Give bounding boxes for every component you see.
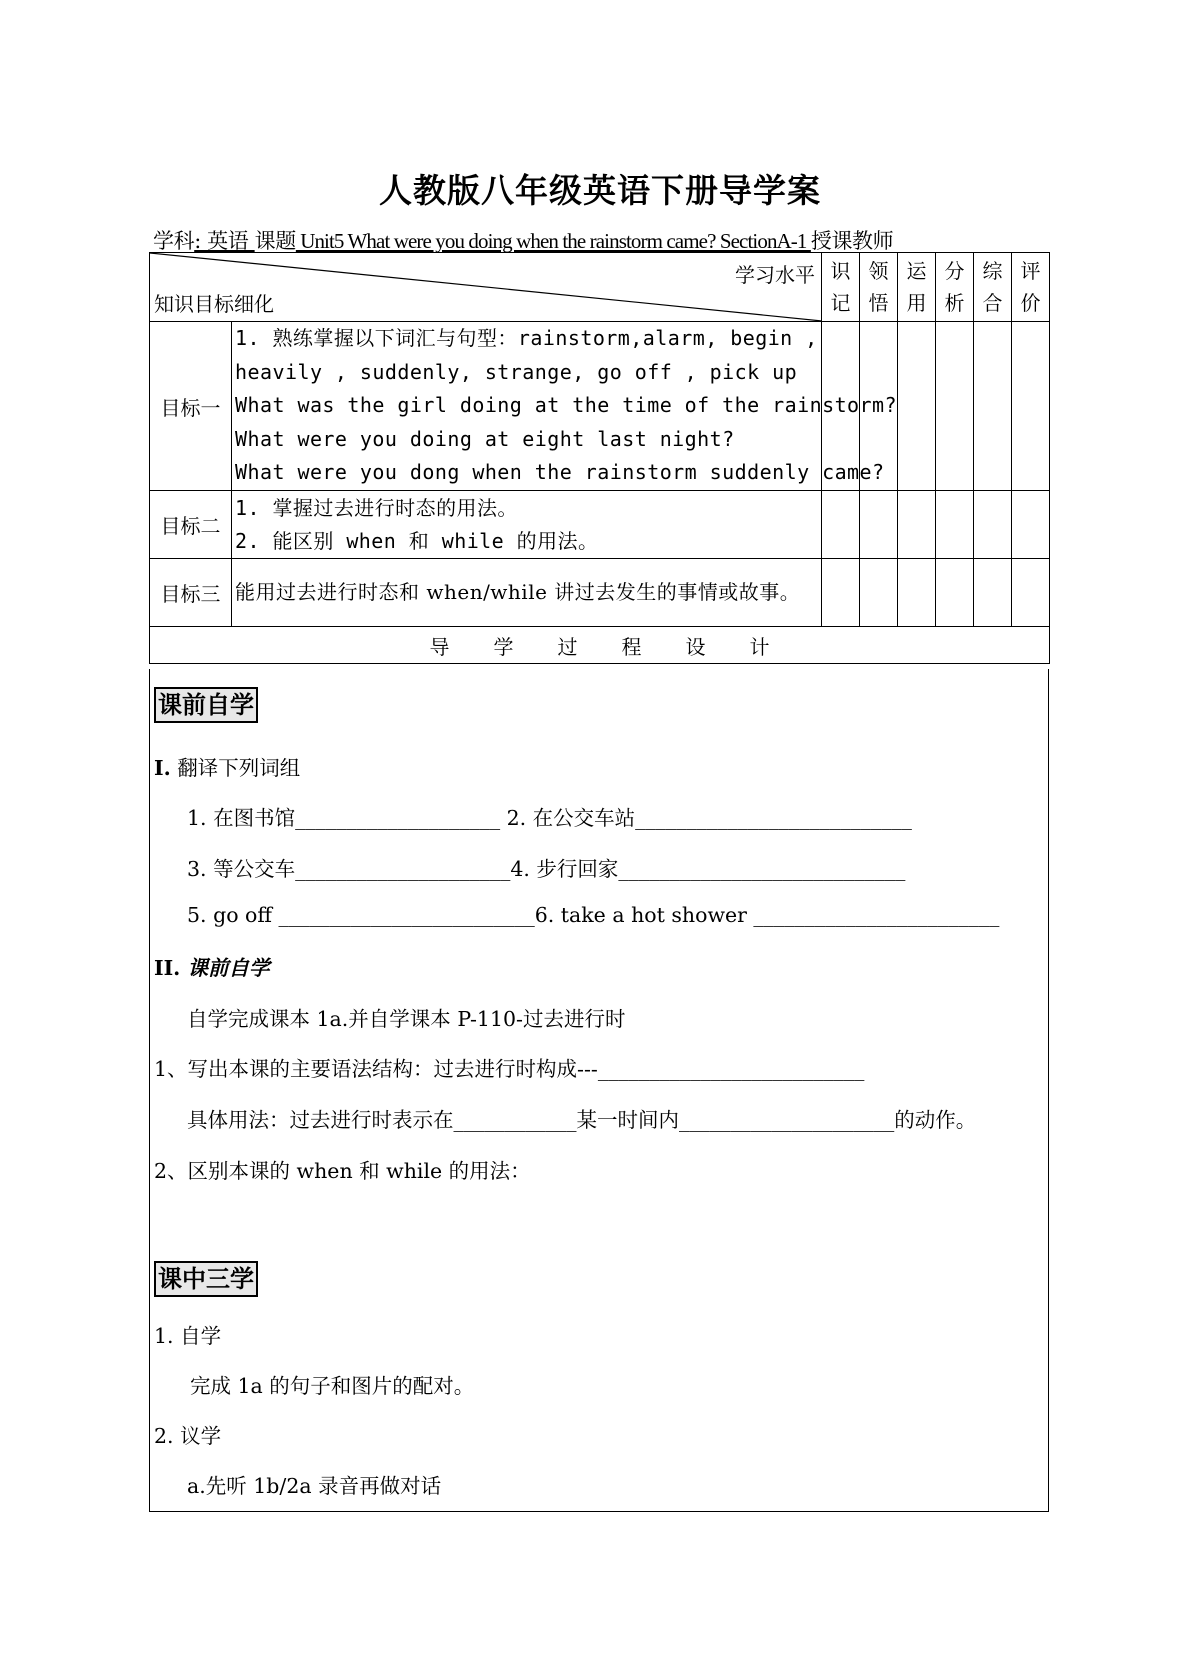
self-study-line: 自学完成课本 1a.并自学课本 P-110-过去进行时 bbox=[187, 1007, 626, 1031]
rating-cell bbox=[898, 322, 936, 491]
rating-cell bbox=[860, 559, 898, 627]
goal-1-label: 目标一 bbox=[150, 322, 232, 491]
question-2: 2、区别本课的 when 和 while 的用法： bbox=[154, 1159, 531, 1183]
question-1: 1、写出本课的主要语法结构：过去进行时构成---__________________________ bbox=[154, 1057, 865, 1081]
rating-cell bbox=[822, 559, 860, 627]
translate-row-1: 1. 在图书馆____________________ 2. 在公交车站___________________________ bbox=[187, 806, 912, 830]
level-comprehend: 领 悟 bbox=[860, 253, 898, 322]
rating-cell bbox=[936, 559, 974, 627]
topic-label: 课题 bbox=[254, 229, 296, 253]
header-knowledge-label: 知识目标细化 bbox=[154, 292, 274, 316]
translate-row-3: 5. go off _________________________6. take a hot shower ________________________ bbox=[187, 903, 1000, 927]
teacher-label: 授课教师 bbox=[810, 229, 894, 253]
translate-row-2: 3. 等公交车_____________________4. 步行回家____________________________ bbox=[187, 857, 906, 881]
rating-cell bbox=[974, 559, 1012, 627]
level-evaluate: 评 价 bbox=[1012, 253, 1050, 322]
question-1-detail: 具体用法：过去进行时表示在____________某一时间内_____________________的动作。 bbox=[187, 1108, 977, 1132]
meta-line bbox=[153, 225, 954, 255]
rating-cell bbox=[936, 491, 974, 559]
goal-row-2 bbox=[150, 491, 1050, 559]
goal-3-content: 能用过去进行时态和 when/while 讲过去发生的事情或故事。 bbox=[232, 559, 822, 627]
topic-value: Unit5 What were you doing when the rainstorm came? SectionA-1 bbox=[295, 229, 811, 253]
rating-cell bbox=[898, 491, 936, 559]
rating-cell bbox=[1012, 559, 1050, 627]
teacher-value: ______ bbox=[893, 229, 954, 253]
goal-2-label: 目标二 bbox=[150, 491, 232, 559]
rating-cell bbox=[974, 322, 1012, 491]
goal-3-label: 目标三 bbox=[150, 559, 232, 627]
step-1-detail: 完成 1a 的句子和图片的配对。 bbox=[190, 1374, 475, 1398]
level-apply: 运 用 bbox=[898, 253, 936, 322]
rating-cell bbox=[898, 559, 936, 627]
subject-label: 学科 bbox=[153, 229, 195, 253]
step-2: 2. 议学 bbox=[154, 1424, 222, 1448]
rating-cell bbox=[860, 491, 898, 559]
goal-2-content: 1. 掌握过去进行时态的用法。 2. 能区别 when 和 while 的用法。 bbox=[232, 491, 822, 559]
level-synthesize: 综 合 bbox=[974, 253, 1012, 322]
page-title: 人教版八年级英语下册导学案 bbox=[379, 171, 821, 210]
section-pre-study-heading: 课前自学 bbox=[154, 687, 258, 723]
part-1-title: I. 翻译下列词组 bbox=[154, 756, 301, 780]
rating-cell bbox=[1012, 322, 1050, 491]
header-level-label: 学习水平 bbox=[735, 263, 815, 287]
header-row bbox=[150, 253, 1050, 322]
level-analyze: 分 析 bbox=[936, 253, 974, 322]
section-in-class-heading: 课中三学 bbox=[154, 1261, 258, 1297]
study-body bbox=[149, 669, 1049, 1512]
goal-1-content: 1. 熟练掌握以下词汇与句型：rainstorm,alarm, begin , heavily , suddenly, strange, go off , pick up What was the girl doing at the time of the rainstorm? What were you doing at eight last night? What were you dong when the rainstorm suddenly came? bbox=[232, 322, 822, 491]
rating-cell bbox=[974, 491, 1012, 559]
step-1: 1. 自学 bbox=[154, 1324, 222, 1348]
process-title: 导学过程设计 bbox=[150, 627, 1050, 664]
step-2-detail: a.先听 1b/2a 录音再做对话 bbox=[187, 1474, 442, 1498]
level-memorize: 识 记 bbox=[822, 253, 860, 322]
rating-cell bbox=[822, 491, 860, 559]
goal-row-3 bbox=[150, 559, 1050, 627]
rating-cell bbox=[1012, 491, 1050, 559]
process-row bbox=[150, 627, 1050, 664]
objectives-table bbox=[149, 252, 1050, 664]
goal-row-1 bbox=[150, 322, 1050, 491]
rating-cell bbox=[936, 322, 974, 491]
subject-value: : 英语 bbox=[194, 229, 255, 253]
header-diagonal-cell bbox=[150, 253, 822, 322]
part-2-title: II. 课前自学 bbox=[154, 956, 270, 980]
